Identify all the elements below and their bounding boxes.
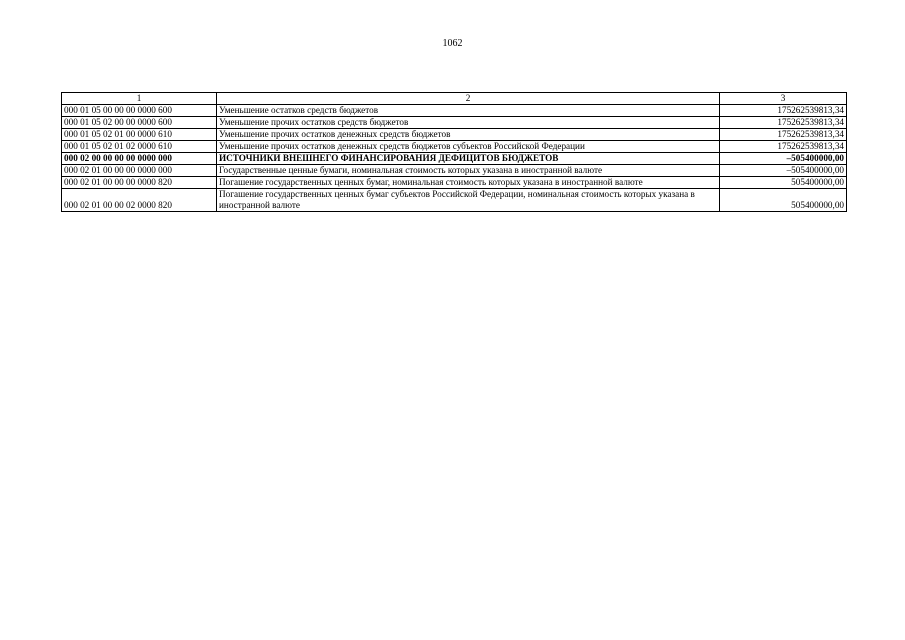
row-name: Уменьшение прочих остатков средств бюджетов [217, 117, 720, 129]
row-code: 000 01 05 02 01 02 0000 610 [62, 141, 217, 153]
row-name: Государственные ценные бумаги, номинальная стоимость которых указана в иностранной валюте [217, 165, 720, 177]
row-name: Погашение государственных ценных бумаг субъектов Российской Федерации, номинальная стоимость которых указана в иностранной валюте [217, 189, 720, 212]
row-amount: 175262539813,34 [720, 105, 847, 117]
row-code: 000 01 05 02 00 00 0000 600 [62, 117, 217, 129]
row-code: 000 01 05 00 00 00 0000 600 [62, 105, 217, 117]
row-name: Уменьшение прочих остатков денежных средств бюджетов субъектов Российской Федерации [217, 141, 720, 153]
table-header-row [62, 93, 847, 105]
row-code: 000 02 01 00 00 00 0000 820 [62, 177, 217, 189]
table-row [62, 189, 847, 212]
row-code: 000 01 05 02 01 00 0000 610 [62, 129, 217, 141]
table-row-section-heading [62, 153, 847, 165]
table-row [62, 117, 847, 129]
row-amount: –505400000,00 [720, 165, 847, 177]
column-header-code: 1 [62, 93, 217, 105]
row-code: 000 02 01 00 00 02 0000 820 [62, 189, 217, 212]
row-name: ИСТОЧНИКИ ВНЕШНЕГО ФИНАНСИРОВАНИЯ ДЕФИЦИТОВ БЮДЖЕТОВ [217, 153, 720, 165]
row-amount: 175262539813,34 [720, 129, 847, 141]
row-amount: 505400000,00 [720, 189, 847, 212]
row-code: 000 02 00 00 00 00 0000 000 [62, 153, 217, 165]
table-row [62, 105, 847, 117]
column-header-name: 2 [217, 93, 720, 105]
row-amount: 505400000,00 [720, 177, 847, 189]
row-amount: 175262539813,34 [720, 117, 847, 129]
row-amount: 175262539813,34 [720, 141, 847, 153]
budget-sources-table [61, 92, 847, 212]
row-name: Погашение государственных ценных бумаг, номинальная стоимость которых указана в иностранной валюте [217, 177, 720, 189]
table-row [62, 141, 847, 153]
row-name: Уменьшение остатков средств бюджетов [217, 105, 720, 117]
row-code: 000 02 01 00 00 00 0000 000 [62, 165, 217, 177]
page-number: 1062 [442, 38, 463, 49]
table-row [62, 129, 847, 141]
table-row [62, 177, 847, 189]
row-amount: –505400000,00 [720, 153, 847, 165]
row-name: Уменьшение прочих остатков денежных средств бюджетов [217, 129, 720, 141]
column-header-amount: 3 [720, 93, 847, 105]
table-row [62, 165, 847, 177]
